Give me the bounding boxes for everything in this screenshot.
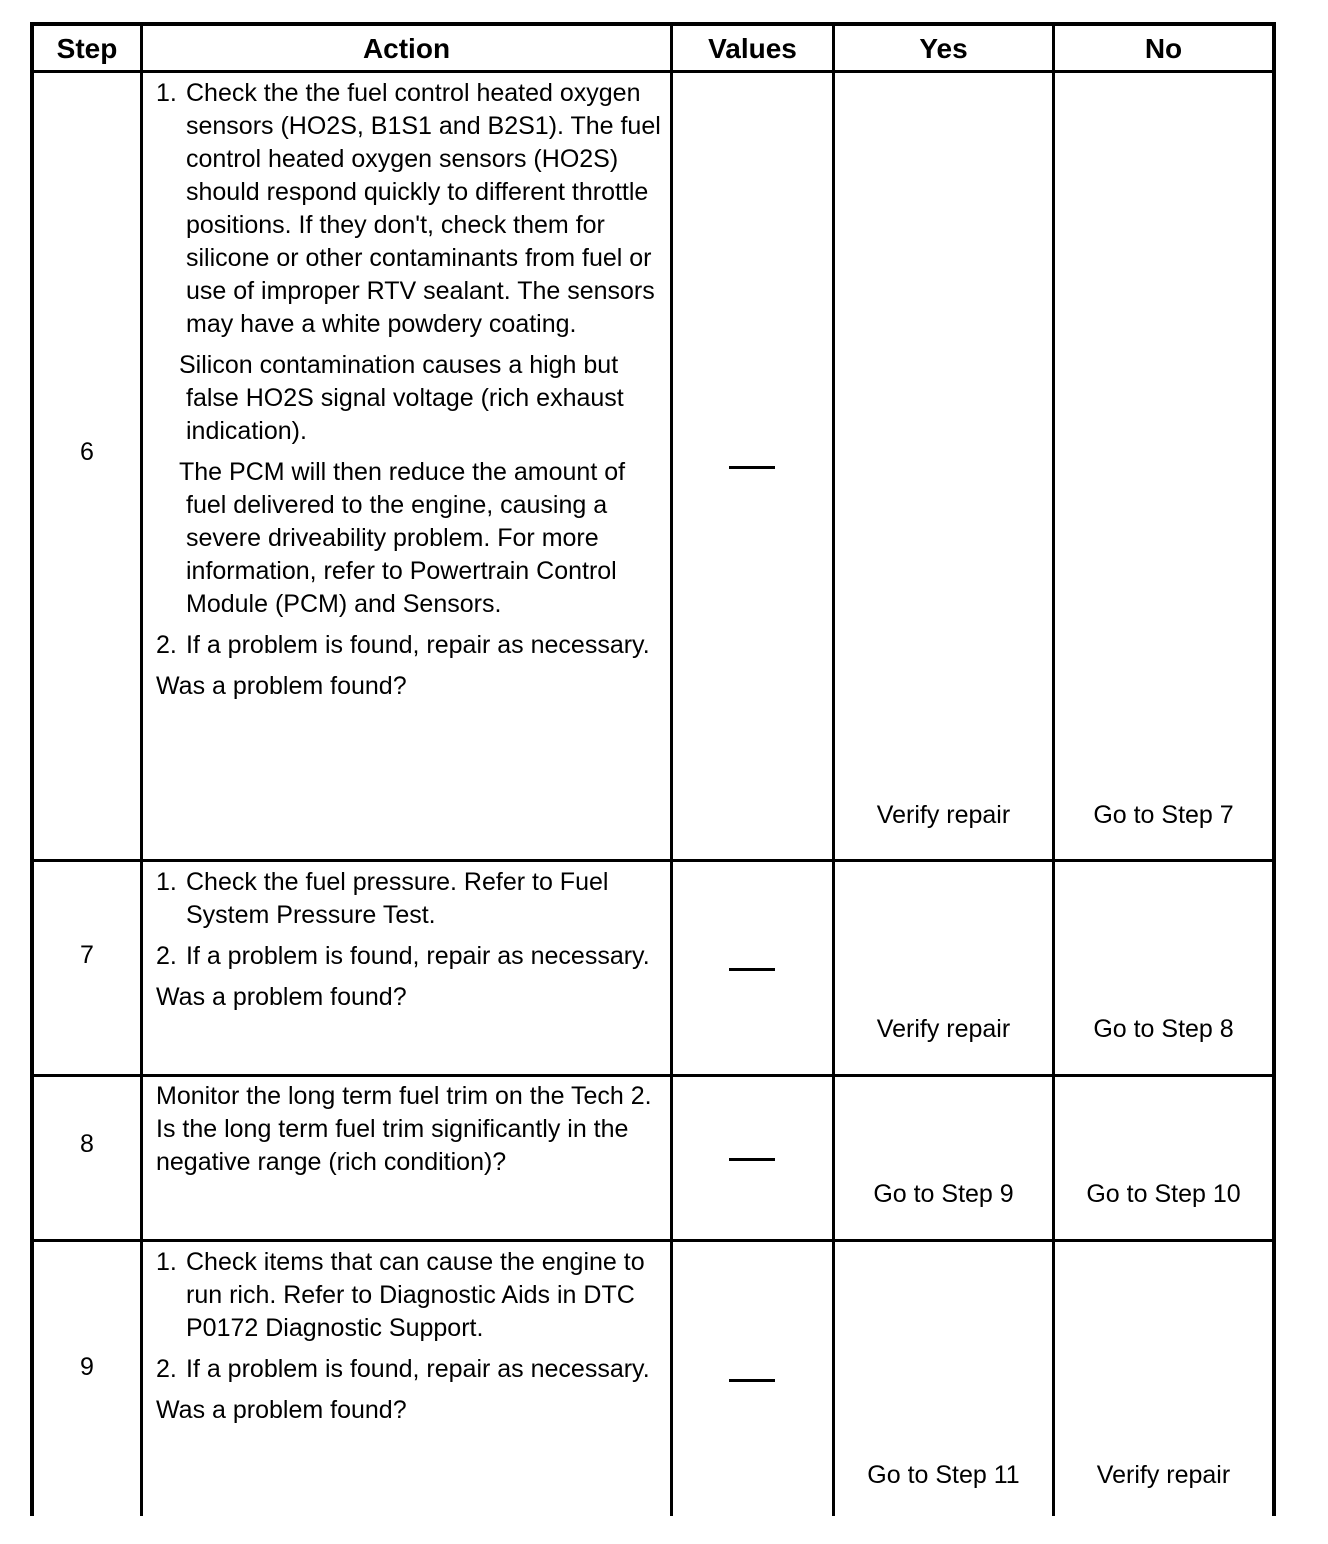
row-divider xyxy=(30,1074,1276,1077)
column-divider xyxy=(140,22,143,1516)
action-text: Monitor the long term fuel trim on the Tech 2. xyxy=(156,1082,652,1110)
value-dash xyxy=(729,466,775,469)
yes-result: Verify repair xyxy=(876,801,1011,829)
list-text: Check items that can cause the engine to run rich. Refer to Diagnostic Aids in DTC P0172 Diagnostic Support. xyxy=(186,1248,645,1342)
header-values: Values xyxy=(708,33,797,64)
row-divider xyxy=(30,859,1276,862)
question: Was a problem found? xyxy=(156,983,407,1011)
diagnostic-table xyxy=(30,22,1276,1516)
list-text: If a problem is found, repair as necessary. xyxy=(186,942,650,970)
step-number: 7 xyxy=(80,941,94,969)
column-divider xyxy=(30,22,34,1516)
list-text: Check the the fuel control heated oxygen sensors (HO2S, B1S1 and B2S1). The fuel control heated oxygen sensors (HO2S) should respond quickly to different throttle positions. If they don't, check them for silicone or other contaminants from fuel or use of improper RTV sealant. The sensors may have a white powdery coating. xyxy=(186,79,661,338)
question: Was a problem found? xyxy=(156,1396,407,1424)
list-number: 2. xyxy=(156,1355,177,1383)
list-text: If a problem is found, repair as necessary. xyxy=(186,1355,650,1383)
list-number: 2. xyxy=(156,942,177,970)
header-no: No xyxy=(1144,33,1183,64)
list-number: 1. xyxy=(156,1248,177,1276)
no-result: Verify repair xyxy=(1096,1461,1231,1489)
list-item xyxy=(156,940,666,973)
value-dash xyxy=(729,968,775,971)
column-divider xyxy=(1272,22,1276,1516)
no-result: Go to Step 8 xyxy=(1093,1015,1234,1043)
list-item xyxy=(156,866,666,932)
question: Is the long term fuel trim significantly in the negative range (rich condition)? xyxy=(156,1115,629,1176)
list-item xyxy=(156,1246,666,1345)
header-yes: Yes xyxy=(919,33,968,64)
value-dash xyxy=(729,1158,775,1161)
yes-result: Verify repair xyxy=(876,1015,1011,1043)
list-number: 1. xyxy=(156,79,177,107)
no-result: Go to Step 7 xyxy=(1093,801,1234,829)
step-number: 8 xyxy=(80,1130,94,1158)
value-dash xyxy=(729,1379,775,1382)
column-divider xyxy=(832,22,835,1516)
no-result: Go to Step 10 xyxy=(1086,1180,1241,1208)
column-divider xyxy=(670,22,673,1516)
yes-result: Go to Step 11 xyxy=(867,1461,1020,1489)
column-divider xyxy=(1052,22,1055,1516)
list-item xyxy=(156,1353,666,1386)
list-number: 1. xyxy=(156,868,177,896)
question: Was a problem found? xyxy=(156,672,407,700)
action-cell xyxy=(156,77,666,703)
row-divider xyxy=(30,1239,1276,1242)
action-cell xyxy=(156,1246,666,1427)
action-cell xyxy=(156,866,666,1014)
header-step: Step xyxy=(56,33,118,64)
step-number: 9 xyxy=(80,1353,94,1381)
list-item xyxy=(156,629,666,662)
note-paragraph: The PCM will then reduce the amount of fuel delivered to the engine, causing a severe driveability problem. For more information, refer to Powertrain Control Module (PCM) and Sensors. xyxy=(179,458,626,618)
list-text: If a problem is found, repair as necessary. xyxy=(186,631,650,659)
yes-result: Go to Step 9 xyxy=(873,1180,1014,1208)
header-action: Action xyxy=(362,33,451,64)
list-item xyxy=(156,77,666,341)
action-cell xyxy=(156,1080,666,1179)
list-number: 2. xyxy=(156,631,177,659)
step-number: 6 xyxy=(80,438,94,466)
note-paragraph: Silicon contamination causes a high but false HO2S signal voltage (rich exhaust indication). xyxy=(179,351,624,445)
list-text: Check the fuel pressure. Refer to Fuel System Pressure Test. xyxy=(186,868,609,929)
